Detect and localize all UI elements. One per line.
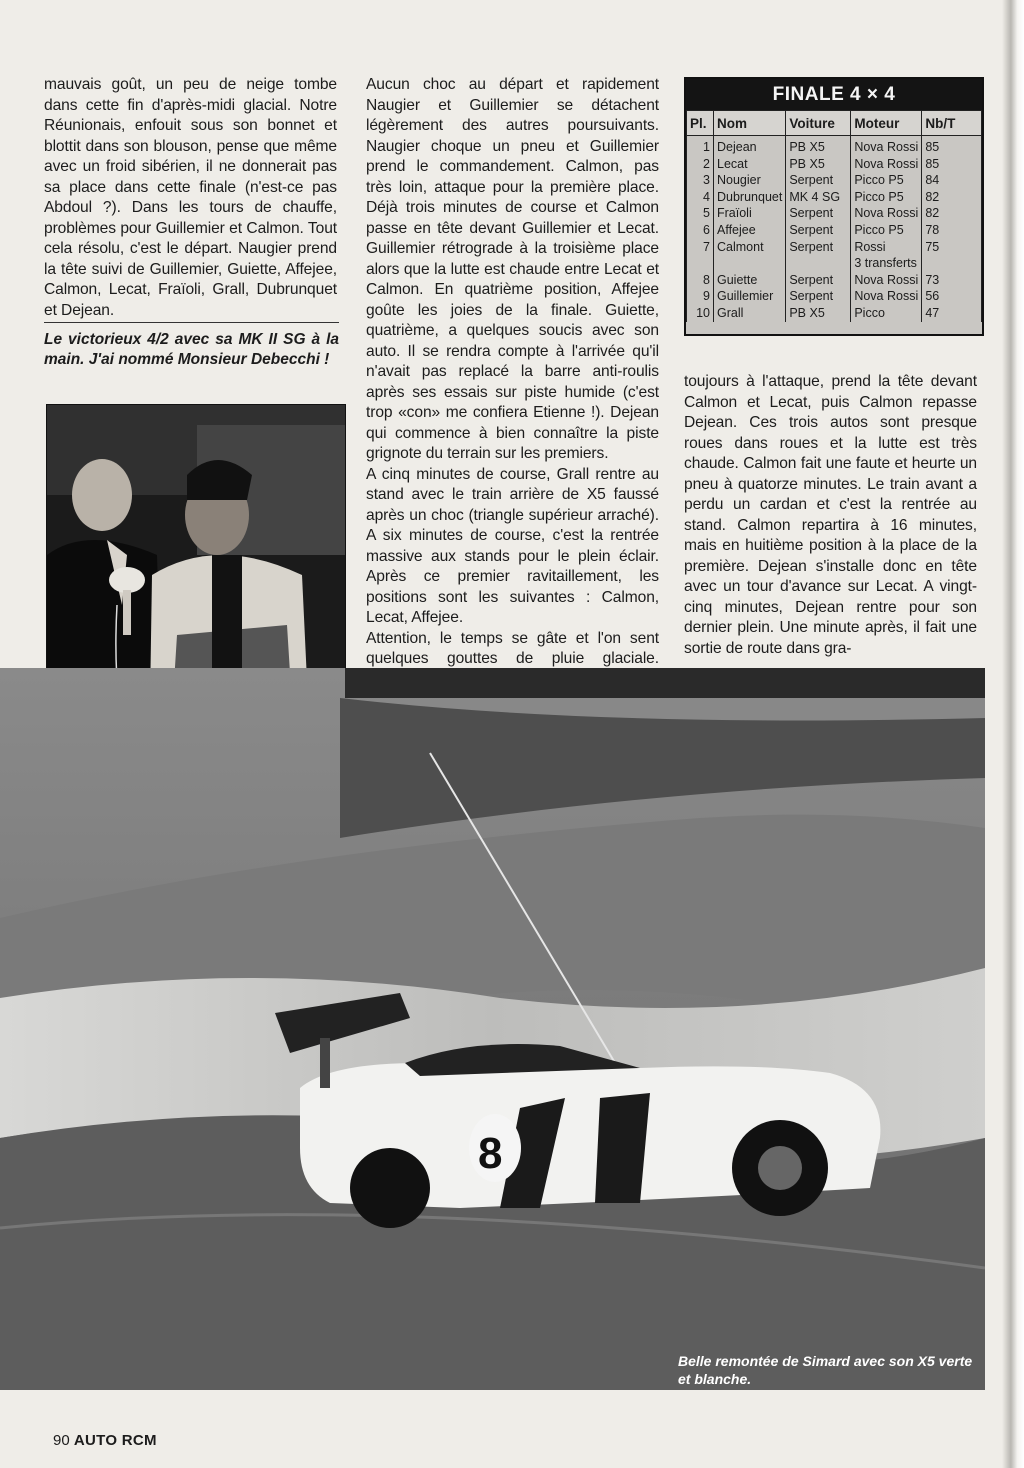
cell-nbt: 84 [922, 172, 982, 189]
cell-nbt: 85 [922, 156, 982, 173]
cell-pl: 6 [687, 222, 714, 239]
cell-nom [714, 255, 786, 272]
table-row [687, 239, 982, 256]
cell-moteur: Nova Rossi [851, 272, 922, 289]
results-table-title: FINALE 4 × 4 [686, 79, 982, 110]
cell-moteur: Nova Rossi [851, 205, 922, 222]
cell-pl: 9 [687, 288, 714, 305]
table-row [687, 136, 982, 156]
cell-nbt: 47 [922, 305, 982, 322]
cell-nbt: 78 [922, 222, 982, 239]
header-pl: Pl. [687, 111, 714, 136]
article-column-3 [684, 372, 977, 659]
cell-nom: Dejean [714, 136, 786, 156]
car-number: 8 [478, 1129, 503, 1178]
cell-nom: Dubrunquet [714, 189, 786, 206]
table-row [687, 288, 982, 305]
cell-nom: Lecat [714, 156, 786, 173]
cell-voiture: Serpent [786, 172, 851, 189]
cell-voiture [786, 255, 851, 272]
table-row [687, 305, 982, 322]
cell-nom: Grall [714, 305, 786, 322]
table-row [687, 189, 982, 206]
paragraph: toujours à l'attaque, prend la tête devant Calmon et Lecat, puis Calmon repasse Dejean. Ces trois autos sont presque roues dans roues et la lutte est très chaude. Calmon fait une faute et heurte un pneu à quatorze minutes. Le train avant a perdu un cardan et c'est la rentrée au stand. Calmon repartira à 16 minutes, mais en huitième position à la place de la première. Dejean s'installe donc en tête avec un tour d'avance sur Lecat. A vingt-cinq minutes, Dejean rentre pour son dernier plein. Une minute après, il fait une sortie de route dans gra- [684, 373, 977, 657]
cell-moteur: Nova Rossi [851, 288, 922, 305]
table-row [687, 156, 982, 173]
cell-pl: 3 [687, 172, 714, 189]
cell-nom: Guiette [714, 272, 786, 289]
cell-nom: Affejee [714, 222, 786, 239]
cell-moteur: Picco P5 [851, 172, 922, 189]
cell-voiture: Serpent [786, 239, 851, 256]
table-row [687, 205, 982, 222]
table-row [687, 222, 982, 239]
paragraph: Aucun choc au départ et rapidement Naugier et Guillemier se détachent légèrement des autres poursuivants. Naugier choque un pneu et Guillemier prend le commandement. Calmon, pas très loin, attaque pour la première place. Déjà trois minutes de course et Calmon passe en tête devant Guillemier et Lecat. Guillemier rétrograde à la troisième place alors que la lutte est chaude entre Lecat et Calmon. En quatrième position, Affejee goûte les joies de la finale. Guiette, quatrième, a quelques soucis avec son auto. Il se rendra compte à l'arrivée qu'il n'avait pas replacé la barre anti-roulis après ses essais sur piste humide (c'est trop «con» me confiera Etienne !). Dejean qui commence à bien connaître la piste grignote du terrain sur les premiers. [366, 76, 659, 462]
results-table [686, 110, 982, 322]
cell-voiture: PB X5 [786, 156, 851, 173]
cell-moteur: Picco P5 [851, 189, 922, 206]
cell-voiture: MK 4 SG [786, 189, 851, 206]
table-row [687, 255, 982, 272]
cell-voiture: Serpent [786, 288, 851, 305]
cell-nbt: 75 [922, 239, 982, 256]
cell-voiture: Serpent [786, 272, 851, 289]
cell-nbt: 85 [922, 136, 982, 156]
cell-pl: 1 [687, 136, 714, 156]
magazine-name: AUTO RCM [73, 1432, 157, 1449]
header-voiture: Voiture [786, 111, 851, 136]
cell-moteur: Picco P5 [851, 222, 922, 239]
cell-pl: 10 [687, 305, 714, 322]
article-column-1 [44, 75, 337, 321]
cell-moteur: Nova Rossi [851, 156, 922, 173]
cell-voiture: PB X5 [786, 136, 851, 156]
cell-voiture: Serpent [786, 222, 851, 239]
photo-caption-top: Le victorieux 4/2 avec sa MK II SG à la main. J'ai nommé Monsieur Debecchi ! [44, 331, 339, 368]
cell-voiture: Serpent [786, 205, 851, 222]
cell-nbt: 56 [922, 288, 982, 305]
header-nom: Nom [714, 111, 786, 136]
page-edge-shadow [1002, 0, 1024, 1468]
header-nbt: Nb/T [922, 111, 982, 136]
table-header-row [687, 111, 982, 136]
photo-caption-bottom: Belle remontée de Simard avec son X5 verte et blanche. [678, 1353, 973, 1387]
cell-nom: Calmont [714, 239, 786, 256]
cell-nbt: 82 [922, 205, 982, 222]
cell-nom: Guillemier [714, 288, 786, 305]
cell-nbt: 82 [922, 189, 982, 206]
cell-moteur: 3 transferts [851, 255, 922, 272]
table-row [687, 172, 982, 189]
cell-voiture: PB X5 [786, 305, 851, 322]
cell-pl: 7 [687, 239, 714, 256]
cell-moteur: Picco [851, 305, 922, 322]
header-moteur: Moteur [851, 111, 922, 136]
table-row [687, 272, 982, 289]
cell-pl: 5 [687, 205, 714, 222]
cell-moteur: Nova Rossi [851, 136, 922, 156]
cell-nbt: 73 [922, 272, 982, 289]
cell-nom: Nougier [714, 172, 786, 189]
cell-pl: 4 [687, 189, 714, 206]
cell-pl: 8 [687, 272, 714, 289]
cell-moteur: Rossi [851, 239, 922, 256]
cell-nom: Fraïoli [714, 205, 786, 222]
paragraph: mauvais goût, un peu de neige tombe dans cette fin d'après-midi glacial. Notre Réunionais, enfouit sous son bonnet et blottit dans son blouson, pense que même avec un froid sibérien, il ne donnerait pas sa place dans cette finale (n'est-ce pas Abdoul ?). Dans les tours de chauffe, problèmes pour Guillemier et Calmon. Tout cela résolu, c'est le départ. Naugier prend la tête suivi de Guillemier, Guiette, Affejee, Calmon, Lecat, Fraïoli, Grall, Dubrunquet et Dejean. [44, 76, 337, 319]
paragraph: A cinq minutes de course, Grall rentre au stand avec le train arrière de X5 faussé après un choc (triangle supérieur arraché). A six minutes de course, c'est la rentrée massive aux stands pour le plein éclair. Après ce premier ravitaillement, les positions sont les suivantes : Calmon, Lecat, Affejee. [366, 465, 659, 626]
cell-pl [687, 255, 714, 272]
cell-pl: 2 [687, 156, 714, 173]
page-folio [53, 1432, 157, 1449]
page-number: 90 [53, 1432, 70, 1449]
caption-rule [44, 322, 339, 323]
race-car-photo [0, 668, 985, 1390]
paragraph: Attention, le temps se gâte et l'on sent quelques gouttes de pluie glaciale. [366, 629, 659, 667]
article-column-2 [366, 75, 659, 690]
results-table-box [684, 77, 984, 336]
cell-nbt [922, 255, 982, 272]
